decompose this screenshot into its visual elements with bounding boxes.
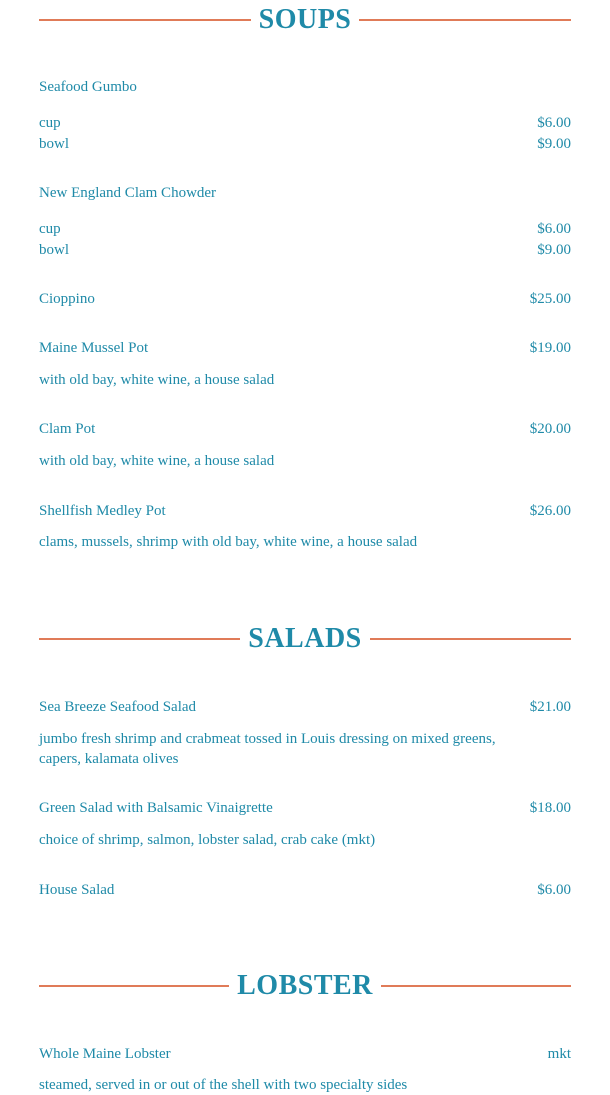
price: $9.00 [537,242,571,258]
menu-item-shellfish-medley-pot [39,501,571,522]
menu-item-green-salad [39,798,571,819]
menu-item-clam-pot [39,419,571,440]
item-description: choice of shrimp, salmon, lobster salad, crab cake (mkt) [39,832,376,848]
lobster-rule-left [39,985,229,987]
item-name: New England Clam Chowder [39,185,217,201]
menu-item-whole-maine-lobster [39,1044,571,1065]
soups-title: SOUPS [251,0,360,40]
menu-item-sea-breeze-salad [39,697,571,718]
size-label: cup [39,221,61,237]
item-description: with old bay, white wine, a house salad [39,372,275,388]
item-description: steamed, served in or out of the shell with two specialty sides [39,1077,408,1093]
price: $6.00 [537,221,571,237]
price: $18.00 [529,800,571,816]
price: $9.00 [537,136,571,152]
price: $21.00 [529,699,571,715]
chowder-bowl-row [39,240,571,261]
lobster-header [39,966,571,1006]
menu-item-seafood-gumbo [39,77,571,98]
item-name: Clam Pot [39,421,96,437]
price: $20.00 [529,421,571,437]
price: $6.00 [537,882,571,898]
item-name: Shellfish Medley Pot [39,503,166,519]
item-description: with old bay, white wine, a house salad [39,453,275,469]
price: $26.00 [529,503,571,519]
chowder-cup-row [39,219,571,240]
salads-rule-right [369,638,571,640]
item-name: Sea Breeze Seafood Salad [39,699,197,715]
item-description: clams, mussels, shrimp with old bay, white wine, a house salad [39,534,418,550]
lobster-title: LOBSTER [229,966,381,1006]
price: mkt [547,1046,571,1062]
size-label: cup [39,115,61,131]
salads-header [39,619,571,659]
item-name: Whole Maine Lobster [39,1046,171,1062]
price: $25.00 [529,291,571,307]
item-name: House Salad [39,882,115,898]
price: $6.00 [537,115,571,131]
salads-rule-left [39,638,241,640]
salads-title: SALADS [240,619,369,659]
lobster-rule-right [381,985,571,987]
price: $19.00 [529,340,571,356]
item-description: jumbo fresh shrimp and crabmeat tossed in Louis dressing on mixed greens, capers, kalamata olives [39,731,496,767]
menu-item-maine-mussel-pot [39,338,571,359]
gumbo-cup-row [39,113,571,134]
gumbo-bowl-row [39,134,571,155]
item-name: Seafood Gumbo [39,79,137,95]
item-name: Green Salad with Balsamic Vinaigrette [39,800,273,816]
soups-rule-left [39,19,251,21]
menu-item-house-salad [39,880,571,901]
size-label: bowl [39,242,69,258]
menu-item-clam-chowder [39,183,571,204]
menu-item-cioppino [39,289,571,310]
soups-header [39,0,571,40]
item-name: Maine Mussel Pot [39,340,149,356]
soups-rule-right [359,19,571,21]
item-name: Cioppino [39,291,95,307]
size-label: bowl [39,136,69,152]
